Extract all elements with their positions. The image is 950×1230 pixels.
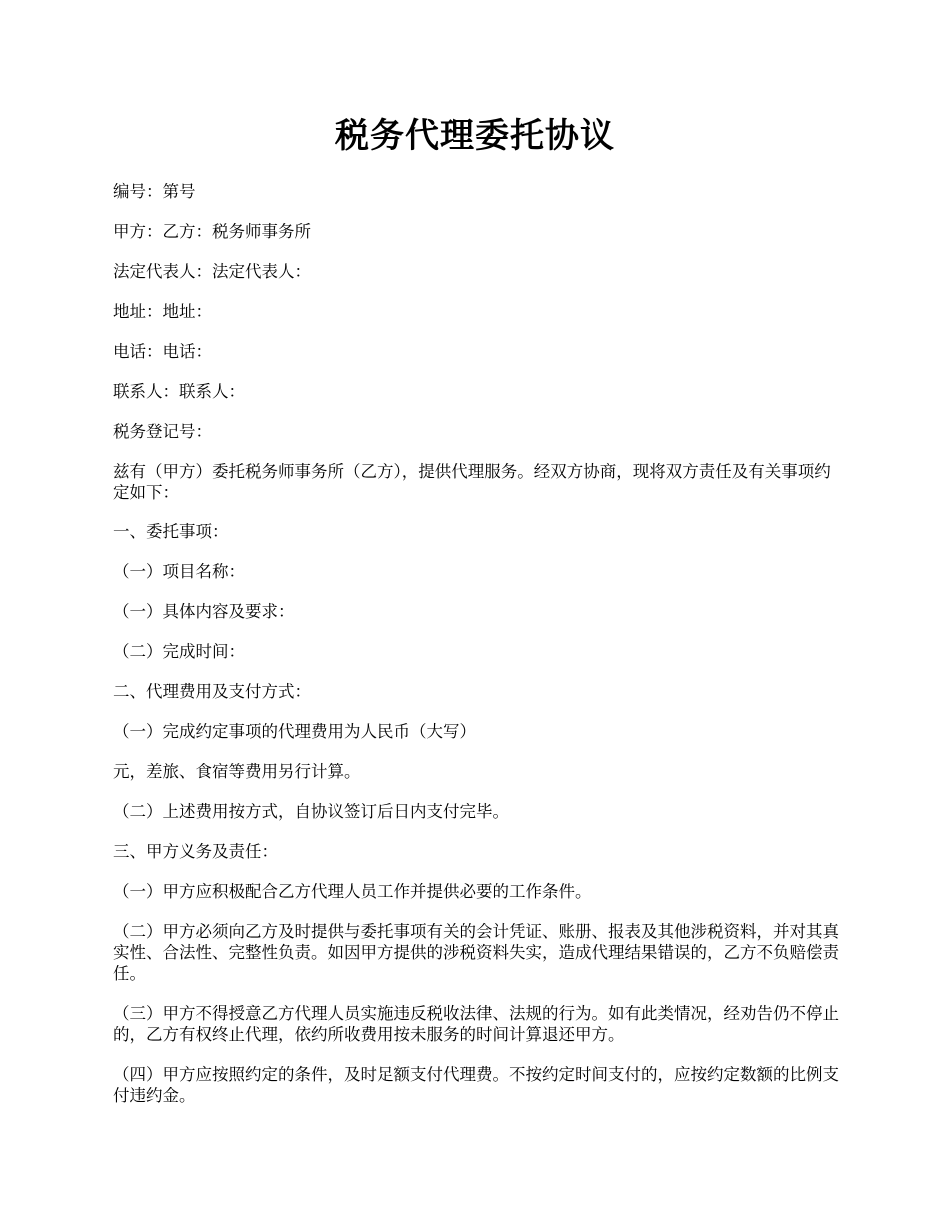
- address-line: 地址：地址：: [113, 302, 212, 321]
- clause-item: （一）具体内容及要求：: [113, 602, 295, 621]
- clause-item: （三）甲方不得授意乙方代理人员实施违反税收法律、法规的行为。如有此类情况，经劝告仍不停止的，乙方有权终止代理，依约所收费用按未服务的时间计算退还甲方。: [113, 1004, 839, 1044]
- phone-line: 电话：电话：: [113, 342, 212, 361]
- clause-item: （一）甲方应积极配合乙方代理人员工作并提供必要的工作条件。: [113, 882, 592, 901]
- clause-item: （一）完成约定事项的代理费用为人民币（大写）: [113, 722, 476, 741]
- contact-person-line: 联系人：联系人：: [113, 382, 245, 401]
- section-heading: 二、代理费用及支付方式：: [113, 682, 311, 701]
- document-title: 税务代理委托协议: [335, 116, 615, 156]
- tax-registration-line: 税务登记号：: [113, 422, 212, 441]
- clause-item: 元，差旅、食宿等费用另行计算。: [113, 762, 361, 781]
- clause-item: （二）完成时间：: [113, 642, 245, 661]
- clause-item: （四）甲方应按照约定的条件，及时足额支付代理费。不按约定时间支付的，应按约定数额的比例支付违约金。: [113, 1065, 839, 1105]
- legal-representative-line: 法定代表人：法定代表人：: [113, 262, 311, 281]
- section-heading: 三、甲方义务及责任：: [113, 842, 278, 861]
- clause-item: （二）甲方必须向乙方及时提供与委托事项有关的会计凭证、账册、报表及其他涉税资料，并对其真实性、合法性、完整性负责。如因甲方提供的涉税资料失实，造成代理结果错误的，乙方不负赔偿责任。: [113, 922, 839, 983]
- preamble-paragraph: 兹有（甲方）委托税务师事务所（乙方），提供代理服务。经双方协商，现将双方责任及有关事项约定如下：: [113, 462, 831, 502]
- clause-item: （二）上述费用按方式，自协议签订后日内支付完毕。: [113, 802, 509, 821]
- contract-number-line: 编号：第号: [113, 182, 196, 201]
- parties-line: 甲方：乙方：税务师事务所: [113, 222, 311, 241]
- section-heading: 一、委托事项：: [113, 522, 229, 541]
- clause-item: （一）项目名称：: [113, 562, 245, 581]
